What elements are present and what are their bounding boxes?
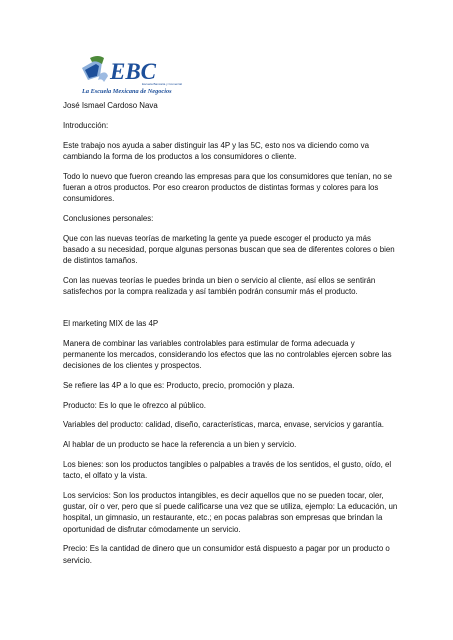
marketing-mix-paragraph: Producto: Es lo que le ofrezco al público. [63,400,206,410]
section-spacer [63,306,398,318]
logo-tagline: La Escuela Mexicana de Negocios [82,88,172,95]
marketing-mix-paragraph: Se refiere las 4P a lo que es: Producto, precio, promoción y plaza. [63,380,295,390]
logo-small-tagline: Escuela Bancaria y Comercial [142,82,183,86]
conclusions-paragraph: Con las nuevas teorías le puedes brinda un bien o servicio al cliente, así ellos se sentirán satisfechos por la compra realizada y así también podrán consumir más el producto. [63,275,376,296]
intro-heading: Introducción: [63,120,109,130]
intro-paragraph: Este trabajo nos ayuda a saber distinguir las 4P y las 5C, esto nos va diciendo como va cambiando la forma de los productos a los consumidores o cliente. [63,140,370,161]
logo-brand-text: EBC [110,59,157,84]
document-body [63,100,398,574]
marketing-mix-paragraph: Precio: Es la cantidad de dinero que un consumidor está dispuesto a pagar por un producto o servicio. [63,544,390,565]
intro-paragraph: Todo lo nuevo que fueron creando las empresas para que los consumidores que tenían, no se fueran a otros productos. Por eso crearon productos de distintas formas y colores para los consumidores. [63,171,392,203]
marketing-mix-paragraph: Los servicios: Son los productos intangibles, es decir aquellos que no se pueden tocar, oler, gustar, oír o ver, pero que sí puede calificarse una vez que se utiliza, ejemplo: La educación, un hospital, un gimnasio, un restaurante, etc.; en pocas palabras son empresas que brindan la oportunidad de disfrutar cómodamente un servicio. [63,490,398,534]
marketing-mix-paragraph: Variables del producto: calidad, diseño, características, marca, envase, servicios y garantía. [63,420,384,430]
author-name: José Ismael Cardoso Nava [63,101,158,110]
ebc-logo-graphic [76,52,196,96]
conclusions-heading: Conclusiones personales: [63,213,154,223]
marketing-mix-paragraph: Los bienes: son los productos tangibles o palpables a través de los sentidos, el gusto, oído, el tacto, el olfato y la vista. [63,459,392,481]
ebc-emblem-icon [82,56,108,82]
conclusions-paragraph: Que con las nuevas teorías de marketing la gente ya puede escoger el producto ya más basado a su necesidad, porque algunas personas buscan que sea de diferentes colores o bien de distintos tamaños. [63,233,395,265]
marketing-mix-heading: El marketing MIX de las 4P [63,318,159,328]
ebc-logo [76,52,196,96]
marketing-mix-paragraph: Al hablar de un producto se hace la referencia a un bien y servicio. [63,440,297,450]
marketing-mix-paragraph: Manera de combinar las variables controlables para estimular de forma adecuada y permanente los mercados, considerando los efectos que las no controlables ejercen sobre las decisiones de los clientes y prospectos. [63,338,392,370]
